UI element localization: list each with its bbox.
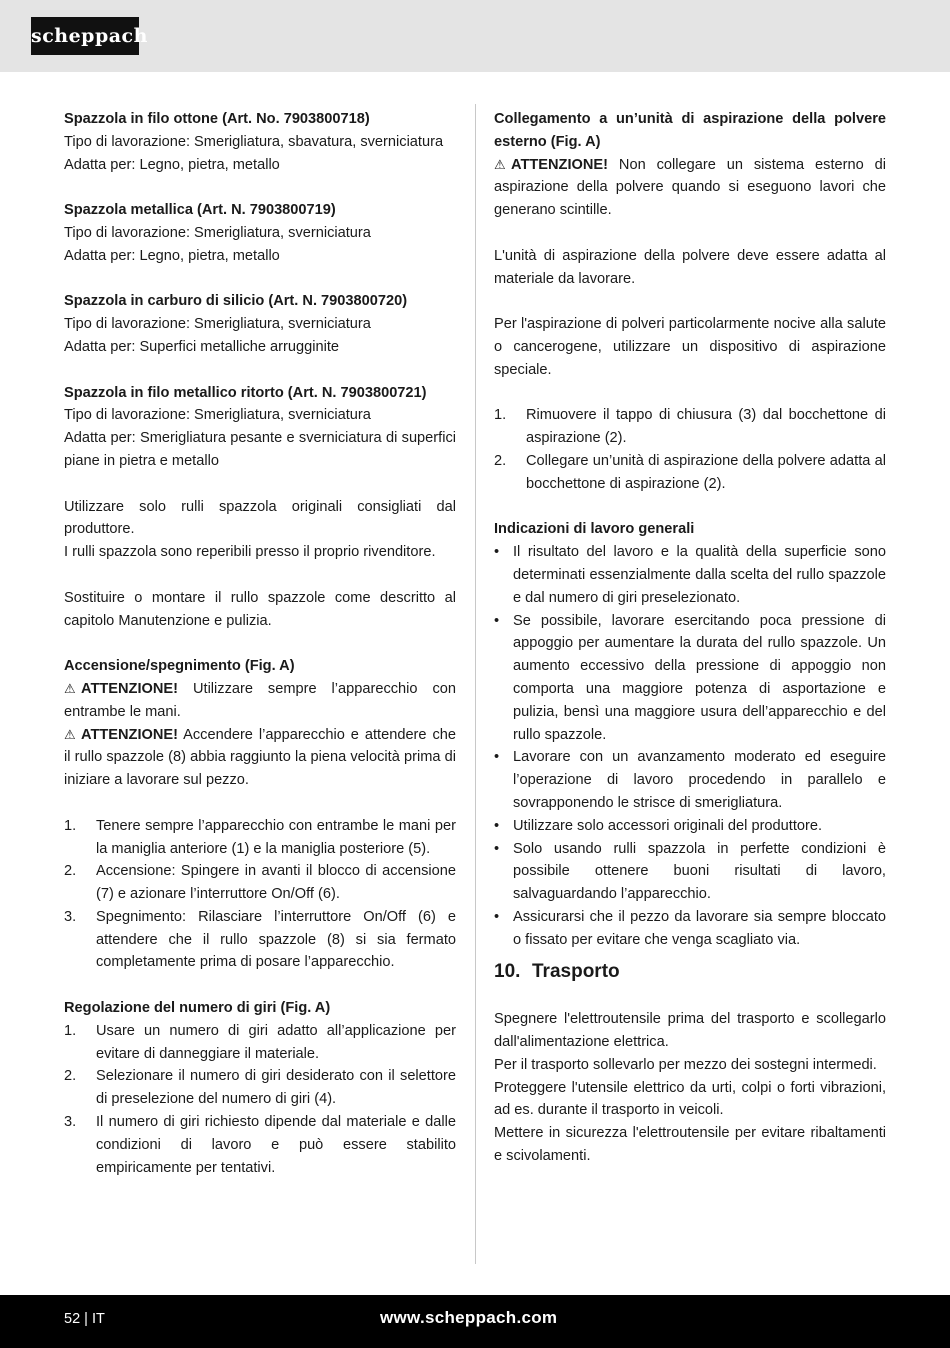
warning-icon: ⚠ [64, 680, 76, 696]
list-item: • Utilizzare solo accessori originali del produttore. [494, 817, 823, 834]
warning-label: ATTENZIONE! [81, 680, 179, 697]
left-column [64, 108, 456, 1179]
brush-suitable-metal: Adatta per: Legno, pietra, metallo [64, 247, 280, 264]
list-item: 1. Usare un numero di giri adatto all’applicazione per evitare di danneggiare il materiale. [64, 1022, 456, 1062]
list-item: 2. Collegare un’unità di aspirazione della polvere adatta al bocchettone di aspirazione (2). [494, 452, 886, 492]
brush-title-twisted: Spazzola in filo metallico ritorto (Art. N. 7903800721) [64, 384, 427, 401]
dust-suitable-text: L'unità di aspirazione della polvere deve essere adatta al materiale da lavorare. [494, 247, 886, 287]
dealer-text: I rulli spazzola sono reperibili presso il proprio rivenditore. [64, 544, 436, 561]
list-item: 2. Selezionare il numero di giri desiderato con il selettore di preselezione del numero di giri (4). [64, 1068, 456, 1108]
replace-brush-text: Sostituire o montare il rullo spazzole come descritto al capitolo Manutenzione e pulizia. [64, 589, 456, 629]
list-item: 1. Rimuovere il tappo di chiusura (3) dal bocchettone di aspirazione (2). [494, 407, 886, 447]
list-item: • Il risultato del lavoro e la qualità della superficie sono determinati essenzialmente dalla scelta del rullo spazzole e dal numero di giri preselezionato. [494, 544, 886, 606]
brush-title-metal: Spazzola metallica (Art. N. 7903800719) [64, 202, 336, 219]
transport-text-1: Spegnere l'elettroutensile prima del trasporto e scollegarlo dall'alimentazione elettrica. [494, 1011, 886, 1051]
warning-label: ATTENZIONE! [81, 726, 179, 743]
list-item: 1. Tenere sempre l’apparecchio con entrambe le mani per la maniglia anteriore (1) e la maniglia posteriore (5). [64, 817, 456, 857]
original-brushes-text: Utilizzare solo rulli spazzola originali consigliati dal produttore. [64, 498, 456, 538]
column-divider [475, 104, 476, 1264]
speed-steps-list [64, 1020, 456, 1180]
brush-process-twisted: Tipo di lavorazione: Smerigliatura, sverniciatura [64, 407, 371, 424]
warning-two-hands: ⚠ ATTENZIONE! Utilizzare sempre l’apparecchio con entrambe le mani. [64, 678, 456, 724]
transport-text-2: Per il trasporto sollevarlo per mezzo dei sostegni intermedi. [494, 1056, 877, 1073]
brush-title-brass: Spazzola in filo ottone (Art. No. 7903800718) [64, 111, 370, 127]
transport-text-3: Proteggere l'utensile elettrico da urti, colpi o forti vibrazioni, ad es. durante il trasporto in veicoli. [494, 1079, 886, 1119]
warning-icon: ⚠ [64, 726, 76, 742]
page-number: 52 | IT [64, 1311, 105, 1327]
general-instructions-title: Indicazioni di lavoro generali [494, 521, 695, 538]
brush-process-silicon: Tipo di lavorazione: Smerigliatura, sverniciatura [64, 316, 371, 333]
power-section-title: Accensione/spegnimento (Fig. A) [64, 658, 295, 675]
list-item: 3. Il numero di giri richiesto dipende dal materiale e dalle condizioni di lavoro e può essere stabilito empiricamente per tentativi. [64, 1114, 456, 1176]
dust-extraction-title: Collegamento a un’unità di aspirazione della polvere esterno (Fig. A) [494, 111, 886, 150]
warning-label: ATTENZIONE! [511, 156, 609, 173]
list-item: • Lavorare con un avanzamento moderato ed eseguire l’operazione di lavoro procedendo in parallelo e sovrapponendo le strisce di smerigliatura. [494, 749, 886, 811]
footer-bar [0, 1295, 950, 1348]
warning-icon: ⚠ [494, 156, 506, 172]
dust-steps-list [494, 404, 886, 495]
power-steps-list [64, 815, 456, 975]
right-column [494, 108, 886, 1168]
scheppach-logo: scheppach [31, 17, 139, 55]
brush-suitable-brass: Adatta per: Legno, pietra, metallo [64, 156, 280, 173]
brush-process-brass: Tipo di lavorazione: Smerigliatura, sbavatura, sverniciatura [64, 133, 444, 150]
brush-suitable-silicon: Adatta per: Superfici metalliche arrugginite [64, 338, 339, 355]
warning-sparks: ⚠ ATTENZIONE! Non collegare un sistema esterno di aspirazione della polvere quando si eseguono lavori che generano scintille. [494, 154, 886, 222]
warning-full-speed: ⚠ ATTENZIONE! Accendere l’apparecchio e attendere che il rullo spazzole (8) abbia raggiunto la piena velocità prima di iniziare a lavorare sul pezzo. [64, 724, 456, 792]
transport-text-4: Mettere in sicurezza l'elettroutensile per evitare ribaltamenti e scivolamenti. [494, 1125, 886, 1165]
brush-suitable-twisted: Adatta per: Smerigliatura pesante e sverniciatura di superfici piane in pietra e metallo [64, 430, 456, 469]
list-item: • Se possibile, lavorare esercitando poca pressione di appoggio per aumentare la durata del rullo spazzole. Un aumento eccessivo della pressione di appoggio non comporta una maggiore potenza di asportazione e pulizia, bensì una maggiore usura dell’apparecchio e del rullo spazzole. [494, 612, 886, 743]
website-link[interactable]: www.scheppach.com [380, 1308, 558, 1327]
list-item: • Assicurarsi che il pezzo da lavorare sia sempre bloccato o fissato per evitare che venga scagliato via. [494, 908, 886, 948]
harmful-dust-text: Per l'aspirazione di polveri particolarmente nocive alla salute o cancerogene, utilizzare un dispositivo di aspirazione speciale. [494, 316, 886, 378]
general-instructions-list [494, 541, 886, 951]
header-bar [0, 0, 950, 72]
speed-section-title: Regolazione del numero di giri (Fig. A) [64, 1000, 331, 1017]
list-item: 2. Accensione: Spingere in avanti il blocco di accensione (7) e azionare l’interruttore On/Off (6). [64, 863, 456, 903]
transport-section-heading: 10. Trasporto [494, 961, 620, 983]
brush-process-metal: Tipo di lavorazione: Smerigliatura, sverniciatura [64, 224, 371, 241]
brush-title-silicon: Spazzola in carburo di silicio (Art. N. 7903800720) [64, 293, 408, 310]
list-item: • Solo usando rulli spazzola in perfette condizioni è possibile ottenere buoni risultati di lavoro, salvaguardando l’apparecchio. [494, 840, 886, 903]
list-item: 3. Spegnimento: Rilasciare l’interruttore On/Off (6) e attendere che il rullo spazzole (8) si sia fermato completamente prima di posare l’apparecchio. [64, 908, 456, 971]
